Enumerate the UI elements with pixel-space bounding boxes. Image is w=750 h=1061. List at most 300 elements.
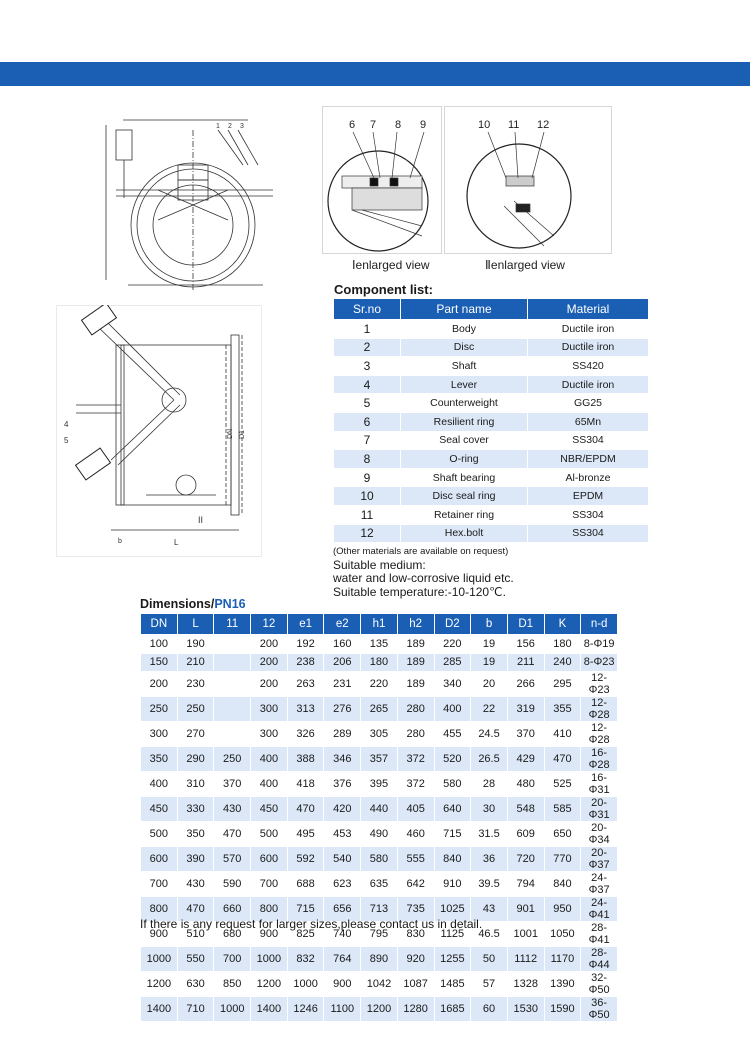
dim-cell: 1112 — [507, 947, 544, 972]
detail-ii-label-10: 10 — [478, 119, 491, 131]
dim-cell: 32-Φ50 — [581, 972, 618, 997]
component-sr-no: 10 — [334, 487, 401, 506]
dim-cell: 900 — [324, 972, 361, 997]
dim-cell: 220 — [361, 672, 398, 697]
component-sr-no: 1 — [334, 320, 401, 339]
dim-cell: 189 — [397, 635, 434, 654]
dim-cell: 388 — [287, 747, 324, 772]
dim-cell: 26.5 — [471, 747, 508, 772]
dim-cell: 680 — [214, 922, 251, 947]
component-material: EPDM — [528, 487, 649, 506]
dim-cell: 16-Φ31 — [581, 772, 618, 797]
dim-cell: 370 — [214, 772, 251, 797]
dim-cell: 555 — [397, 847, 434, 872]
dim-cell: 735 — [397, 897, 434, 922]
dim-cell: 710 — [177, 997, 214, 1022]
dim-cell: 24.5 — [471, 722, 508, 747]
dim-cell: 1025 — [434, 897, 471, 922]
detail-i-label-6: 6 — [349, 119, 356, 131]
dim-cell: 43 — [471, 897, 508, 922]
dim-cell: 570 — [214, 847, 251, 872]
dim-cell: 500 — [251, 822, 288, 847]
dim-cell: 192 — [287, 635, 324, 654]
dim-cell: 1125 — [434, 922, 471, 947]
component-row — [334, 375, 649, 394]
medium-label: Suitable medium: — [333, 557, 426, 572]
detail-ii-caption: Ⅱenlarged view — [485, 258, 565, 272]
component-material: SS304 — [528, 431, 649, 450]
dim-cell: 400 — [141, 772, 178, 797]
component-row — [334, 394, 649, 413]
dim-cell: 19 — [471, 635, 508, 654]
dim-cell: 520 — [434, 747, 471, 772]
dim-row — [141, 635, 618, 654]
dim-cell: 1000 — [251, 947, 288, 972]
dim-col-header: D1 — [507, 614, 544, 635]
dim-cell: 500 — [141, 822, 178, 847]
dim-cell: 700 — [251, 872, 288, 897]
dim-cell: 266 — [507, 672, 544, 697]
dim-cell: 326 — [287, 722, 324, 747]
dim-cell: 280 — [397, 697, 434, 722]
component-row — [334, 468, 649, 487]
dim-col-header: D2 — [434, 614, 471, 635]
dim-cell: 16-Φ28 — [581, 747, 618, 772]
dim-cell: 346 — [324, 747, 361, 772]
side-view-dim-dn: DN — [227, 428, 234, 439]
dim-cell: 200 — [251, 672, 288, 697]
dimensions-table-header — [141, 614, 618, 635]
dim-row — [141, 672, 618, 697]
dim-cell: 600 — [141, 847, 178, 872]
dim-cell: 36 — [471, 847, 508, 872]
dim-row — [141, 847, 618, 872]
component-sr-no: 7 — [334, 431, 401, 450]
dim-cell: 548 — [507, 797, 544, 822]
dim-cell: 1530 — [507, 997, 544, 1022]
dim-cell: 580 — [434, 772, 471, 797]
dim-cell: 1087 — [397, 972, 434, 997]
dimensions-title-text: Dimensions/ — [140, 597, 215, 611]
dim-cell: 206 — [324, 653, 361, 672]
dim-col-header: n-d — [581, 614, 618, 635]
front-view-label-3: 3 — [240, 123, 244, 130]
dim-cell: 31.5 — [471, 822, 508, 847]
detail-i-caption: Ⅰenlarged view — [352, 258, 430, 272]
detail-ii-drawing — [444, 106, 612, 254]
dim-cell: 12-Φ23 — [581, 672, 618, 697]
component-part-name: O-ring — [401, 450, 528, 469]
dim-cell: 720 — [507, 847, 544, 872]
dim-cell: 390 — [177, 847, 214, 872]
component-part-name: Shaft — [401, 357, 528, 376]
dim-cell: 764 — [324, 947, 361, 972]
dim-cell: 276 — [324, 697, 361, 722]
dim-col-header: e1 — [287, 614, 324, 635]
dim-cell: 8-Φ19 — [581, 635, 618, 654]
dim-cell: 372 — [397, 747, 434, 772]
dim-cell: 794 — [507, 872, 544, 897]
dim-cell: 230 — [177, 672, 214, 697]
dim-cell: 830 — [397, 922, 434, 947]
dim-cell: 300 — [141, 722, 178, 747]
component-part-name: Disc — [401, 338, 528, 357]
component-part-name: Hex.bolt — [401, 524, 528, 543]
dim-cell: 300 — [251, 697, 288, 722]
dim-cell: 160 — [324, 635, 361, 654]
dim-cell: 285 — [434, 653, 471, 672]
dim-cell: 740 — [324, 922, 361, 947]
component-part-name: Resilient ring — [401, 412, 528, 431]
dim-cell: 450 — [251, 797, 288, 822]
dim-cell: 525 — [544, 772, 581, 797]
dim-cell: 250 — [177, 697, 214, 722]
dim-cell: 20-Φ34 — [581, 822, 618, 847]
dim-cell: 715 — [287, 897, 324, 922]
component-sr-no: 11 — [334, 505, 401, 524]
component-sr-no: 4 — [334, 375, 401, 394]
dim-cell: 495 — [287, 822, 324, 847]
dim-cell: 376 — [324, 772, 361, 797]
component-part-name: Seal cover — [401, 431, 528, 450]
dim-cell: 1001 — [507, 922, 544, 947]
dim-cell — [214, 672, 251, 697]
component-part-name: Lever — [401, 375, 528, 394]
dim-cell: 430 — [214, 797, 251, 822]
dim-cell: 418 — [287, 772, 324, 797]
component-row — [334, 431, 649, 450]
dim-cell: 28-Φ44 — [581, 947, 618, 972]
dim-cell: 12-Φ28 — [581, 722, 618, 747]
dim-cell: 470 — [214, 822, 251, 847]
dim-cell: 1485 — [434, 972, 471, 997]
dim-cell: 1170 — [544, 947, 581, 972]
dim-cell: 650 — [544, 822, 581, 847]
dim-col-header: h2 — [397, 614, 434, 635]
dim-cell: 770 — [544, 847, 581, 872]
dim-cell: 715 — [434, 822, 471, 847]
dim-cell: 189 — [397, 672, 434, 697]
dim-cell: 8-Φ23 — [581, 653, 618, 672]
footer-note: If there is any request for larger sizes,please contact us in detail. — [140, 917, 483, 931]
component-row — [334, 505, 649, 524]
dim-cell: 590 — [214, 872, 251, 897]
component-material: Ductile iron — [528, 375, 649, 394]
component-table-header — [334, 299, 649, 320]
detail-ii-label-12: 12 — [537, 119, 550, 131]
dim-cell: 453 — [324, 822, 361, 847]
dim-cell: 713 — [361, 897, 398, 922]
component-part-name: Retainer ring — [401, 505, 528, 524]
dim-cell: 280 — [397, 722, 434, 747]
dim-col-header: 11 — [214, 614, 251, 635]
side-view-label-4: 4 — [64, 420, 69, 429]
dim-cell: 210 — [177, 653, 214, 672]
dim-cell: 630 — [177, 972, 214, 997]
component-row — [334, 357, 649, 376]
component-sr-no: 12 — [334, 524, 401, 543]
dim-cell: 890 — [361, 947, 398, 972]
dim-cell: 430 — [177, 872, 214, 897]
component-part-name: Shaft bearing — [401, 468, 528, 487]
dim-cell: 340 — [434, 672, 471, 697]
detail-i-label-7: 7 — [370, 119, 377, 131]
dim-cell — [214, 697, 251, 722]
detail-ii-label-11: 11 — [508, 119, 520, 131]
col-header-sr-no: Sr.no — [334, 299, 401, 320]
dim-cell: 840 — [544, 872, 581, 897]
dim-cell: 1000 — [214, 997, 251, 1022]
dim-cell: 640 — [434, 797, 471, 822]
dim-cell: 28 — [471, 772, 508, 797]
dim-cell: 470 — [544, 747, 581, 772]
dim-cell: 840 — [434, 847, 471, 872]
dim-cell: 231 — [324, 672, 361, 697]
component-row — [334, 524, 649, 543]
dim-cell: 440 — [361, 797, 398, 822]
dim-cell: 688 — [287, 872, 324, 897]
dim-cell: 263 — [287, 672, 324, 697]
dim-cell: 800 — [141, 897, 178, 922]
dim-cell: 355 — [544, 697, 581, 722]
dim-row — [141, 653, 618, 672]
dim-row — [141, 997, 618, 1022]
dim-cell: 450 — [141, 797, 178, 822]
dim-cell: 480 — [507, 772, 544, 797]
dim-cell: 200 — [251, 635, 288, 654]
dim-cell: 1685 — [434, 997, 471, 1022]
dim-cell: 656 — [324, 897, 361, 922]
dim-cell: 1255 — [434, 947, 471, 972]
dim-row — [141, 697, 618, 722]
dim-col-header: 12 — [251, 614, 288, 635]
dim-cell: 400 — [251, 772, 288, 797]
dim-cell: 900 — [251, 922, 288, 947]
dim-cell: 330 — [177, 797, 214, 822]
dim-row — [141, 972, 618, 997]
dim-cell: 490 — [361, 822, 398, 847]
dim-cell: 305 — [361, 722, 398, 747]
dim-cell: 135 — [361, 635, 398, 654]
dim-cell: 1200 — [251, 972, 288, 997]
component-list-title: Component list: — [334, 282, 433, 297]
dim-cell: 1100 — [324, 997, 361, 1022]
dim-col-header: K — [544, 614, 581, 635]
dim-cell: 429 — [507, 747, 544, 772]
detail-i-label-9: 9 — [420, 119, 427, 131]
dim-cell: 920 — [397, 947, 434, 972]
dim-cell: 200 — [251, 653, 288, 672]
dim-cell: 24-Φ37 — [581, 872, 618, 897]
component-material: SS304 — [528, 505, 649, 524]
dim-cell: 1000 — [141, 947, 178, 972]
dim-cell: 39.5 — [471, 872, 508, 897]
dim-cell: 660 — [214, 897, 251, 922]
dim-cell: 400 — [434, 697, 471, 722]
dim-cell: 22 — [471, 697, 508, 722]
medium-value: water and low-corrosive liquid etc. — [333, 571, 514, 585]
dim-cell: 800 — [251, 897, 288, 922]
dim-cell — [214, 722, 251, 747]
component-material: Al-bronze — [528, 468, 649, 487]
component-sr-no: 9 — [334, 468, 401, 487]
dim-cell: 850 — [214, 972, 251, 997]
dim-cell: 609 — [507, 822, 544, 847]
dim-cell: 270 — [177, 722, 214, 747]
component-sr-no: 6 — [334, 412, 401, 431]
dim-cell: 357 — [361, 747, 398, 772]
component-material: Ductile iron — [528, 320, 649, 339]
dim-cell: 1590 — [544, 997, 581, 1022]
component-sr-no: 8 — [334, 450, 401, 469]
side-view-dim-l: L — [174, 538, 179, 547]
dim-cell: 832 — [287, 947, 324, 972]
component-part-name: Body — [401, 320, 528, 339]
dim-cell: 700 — [141, 872, 178, 897]
component-material: SS304 — [528, 524, 649, 543]
dim-cell: 1328 — [507, 972, 544, 997]
dim-cell: 200 — [141, 672, 178, 697]
dim-cell — [214, 653, 251, 672]
side-view-dim-b: b — [118, 538, 122, 545]
dim-cell: 20-Φ31 — [581, 797, 618, 822]
dimensions-title — [140, 597, 246, 611]
component-part-name: Disc seal ring — [401, 487, 528, 506]
front-view-drawing — [98, 110, 288, 295]
dim-cell: 24-Φ41 — [581, 897, 618, 922]
dim-cell: 30 — [471, 797, 508, 822]
dim-row — [141, 747, 618, 772]
header-bar — [0, 62, 750, 86]
dim-cell: 635 — [361, 872, 398, 897]
dim-cell: 900 — [141, 922, 178, 947]
dim-cell: 36-Φ50 — [581, 997, 618, 1022]
side-view-detail-ref: II — [198, 515, 204, 525]
notes-block — [333, 545, 514, 599]
dim-col-header: L — [177, 614, 214, 635]
side-view-drawing — [56, 305, 262, 557]
dim-cell: 46.5 — [471, 922, 508, 947]
dim-cell: 700 — [214, 947, 251, 972]
dim-cell: 1200 — [141, 972, 178, 997]
dim-cell: 910 — [434, 872, 471, 897]
dim-row — [141, 772, 618, 797]
dim-col-header: e2 — [324, 614, 361, 635]
dim-cell: 540 — [324, 847, 361, 872]
dim-cell: 12-Φ28 — [581, 697, 618, 722]
col-header-part-name: Part name — [401, 299, 528, 320]
col-header-material: Material — [528, 299, 649, 320]
dim-cell: 20-Φ37 — [581, 847, 618, 872]
temperature-note: Suitable temperature:-10-120℃. — [333, 584, 506, 599]
dim-cell: 600 — [251, 847, 288, 872]
component-material: GG25 — [528, 394, 649, 413]
component-material: Ductile iron — [528, 338, 649, 357]
dim-cell: 50 — [471, 947, 508, 972]
dim-cell: 623 — [324, 872, 361, 897]
dim-cell: 250 — [214, 747, 251, 772]
dim-cell: 190 — [177, 635, 214, 654]
dim-cell: 592 — [287, 847, 324, 872]
component-row — [334, 450, 649, 469]
dim-cell: 1000 — [287, 972, 324, 997]
dim-cell: 795 — [361, 922, 398, 947]
front-view-label-2: 2 — [228, 123, 232, 130]
dim-cell: 220 — [434, 635, 471, 654]
dim-row — [141, 822, 618, 847]
dim-cell: 28-Φ41 — [581, 922, 618, 947]
dim-cell: 585 — [544, 797, 581, 822]
dim-col-header: DN — [141, 614, 178, 635]
dim-cell: 289 — [324, 722, 361, 747]
dim-cell: 470 — [177, 897, 214, 922]
dim-cell: 901 — [507, 897, 544, 922]
dim-col-header: b — [471, 614, 508, 635]
dim-row — [141, 797, 618, 822]
dim-cell: 410 — [544, 722, 581, 747]
dim-cell: 350 — [177, 822, 214, 847]
dim-cell: 950 — [544, 897, 581, 922]
dim-cell: 470 — [287, 797, 324, 822]
dim-cell: 250 — [141, 697, 178, 722]
dim-cell: 180 — [544, 635, 581, 654]
dim-cell: 550 — [177, 947, 214, 972]
dim-cell: 240 — [544, 653, 581, 672]
side-view-dim-d1: D1 — [239, 430, 246, 439]
dim-cell: 642 — [397, 872, 434, 897]
dim-cell: 300 — [251, 722, 288, 747]
dim-cell: 510 — [177, 922, 214, 947]
dim-row — [141, 872, 618, 897]
component-material: 65Mn — [528, 412, 649, 431]
dim-cell: 150 — [141, 653, 178, 672]
dim-cell: 1400 — [251, 997, 288, 1022]
dim-cell: 295 — [544, 672, 581, 697]
dim-cell: 100 — [141, 635, 178, 654]
dim-cell: 313 — [287, 697, 324, 722]
component-material: SS420 — [528, 357, 649, 376]
dim-cell: 1246 — [287, 997, 324, 1022]
detail-i-label-8: 8 — [395, 119, 402, 131]
dim-cell: 1280 — [397, 997, 434, 1022]
dim-cell: 420 — [324, 797, 361, 822]
dim-cell: 180 — [361, 653, 398, 672]
dim-cell: 400 — [251, 747, 288, 772]
component-sr-no: 5 — [334, 394, 401, 413]
component-table — [333, 298, 649, 543]
dim-cell: 290 — [177, 747, 214, 772]
dim-cell: 319 — [507, 697, 544, 722]
dim-cell: 211 — [507, 653, 544, 672]
dim-cell — [214, 635, 251, 654]
dim-cell: 455 — [434, 722, 471, 747]
dim-cell: 372 — [397, 772, 434, 797]
component-row — [334, 412, 649, 431]
component-sr-no: 3 — [334, 357, 401, 376]
dim-cell: 395 — [361, 772, 398, 797]
component-row — [334, 338, 649, 357]
dim-cell: 57 — [471, 972, 508, 997]
dim-cell: 265 — [361, 697, 398, 722]
dim-cell: 1400 — [141, 997, 178, 1022]
dim-cell: 238 — [287, 653, 324, 672]
dimensions-table — [140, 613, 618, 1022]
dim-cell: 580 — [361, 847, 398, 872]
dim-cell: 1390 — [544, 972, 581, 997]
dim-col-header: h1 — [361, 614, 398, 635]
pressure-rating: PN16 — [214, 597, 246, 611]
dim-cell: 19 — [471, 653, 508, 672]
